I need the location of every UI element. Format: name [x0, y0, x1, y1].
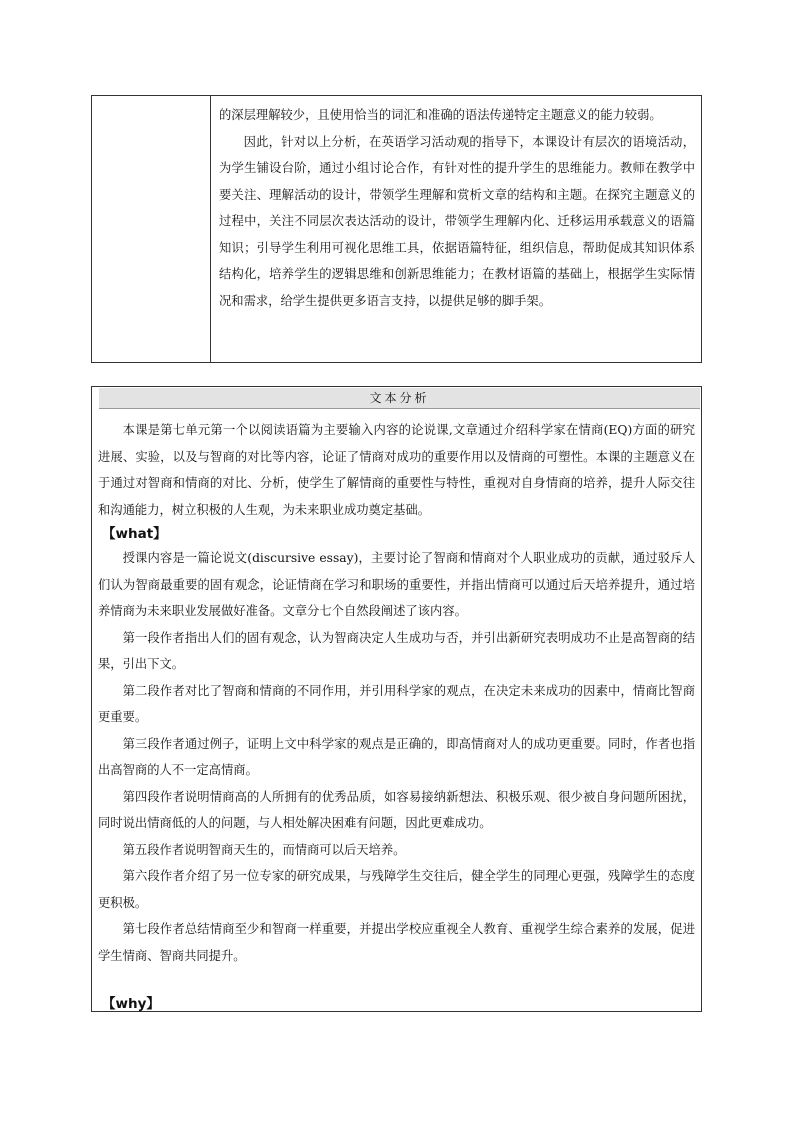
what-paragraph: 授课内容是一篇论说文(discursive essay)，主要讨论了智商和情商对个人职业成功的贡献，通过驳斥人们认为智商最重要的固有观念，论证情商在学习和职场的重要性，并指出情商可以通过后天培养提升，通过培养情商为未来职业发展做好准备。文章分七个自然段阐述了该内容。: [98, 551, 695, 618]
top-table: [91, 95, 702, 363]
text-analysis-body: [98, 417, 695, 1015]
what-paragraph: 第三段作者通过例子，证明上文中科学家的观点是正确的，即高情商对人的成功更重要。同时，作者也指出高智商的人不一定高情商。: [98, 736, 695, 777]
what-paragraph: 第一段作者指出人们的固有观念，认为智商决定人生成功与否，并引出新研究表明成功不止是高智商的结果，引出下文。: [98, 630, 695, 671]
what-paragraph: 第四段作者说明情商高的人所拥有的优秀品质，如容易接纳新想法、积极乐观、很少被自身问题所困扰，同时说出情商低的人的问题，与人相处解决困难有问题，因此更难成功。: [98, 789, 695, 830]
analysis-cell: [219, 102, 695, 314]
what-paragraph: 第二段作者对比了智商和情商的不同作用，并引用科学家的观点，在决定未来成功的因素中，情商比智商更重要。: [98, 683, 695, 724]
what-paragraph: 第六段作者介绍了另一位专家的研究成果，与残障学生交往后，健全学生的同理心更强，残障学生的态度更积极。: [98, 869, 695, 910]
text-analysis-table: [91, 386, 702, 1012]
paragraph-design-rationale: 因此，针对以上分析，在英语学习活动观的指导下，本课设计有层次的语境活动，为学生铺设台阶，通过小组讨论合作，有针对性的提升学生的思维能力。教师在教学中要关注、理解活动的设计，带领学生理解和赏析文章的结构和主题。在探究主题意义的过程中，关注不同层次表达活动的设计，带领学生理解内化、迁移运用承载意义的语篇知识；引导学生利用可视化思维工具，依据语篇特征，组织信息，帮助促成其知识体系结构化，培养学生的逻辑思维和创新思维能力；在教材语篇的基础上，根据学生实际情况和需求，给学生提供更多语言支持，以提供足够的脚手架。: [219, 134, 695, 308]
what-paragraph: 第五段作者说明智商天生的，而情商可以后天培养。: [122, 842, 406, 857]
what-paragraph: 第七段作者总结情商至少和智商一样重要，并提出学校应重视全人教育、重视学生综合素养的发展，促进学生情商、智商共同提升。: [98, 922, 695, 963]
column-divider: [210, 96, 211, 362]
why-label: 【why】: [102, 996, 160, 1012]
paragraph-continued: 的深层理解较少，且使用恰当的词汇和准确的语法传递特定主题意义的能力较弱。: [219, 108, 662, 122]
section-header: 文本分析: [99, 388, 700, 409]
intro-paragraph: 本课是第七单元第一个以阅读语篇为主要输入内容的论说课,文章通过介绍科学家在情商(EQ)方面的研究进展、实验，以及与智商的对比等内容，论证了情商对成功的重要作用以及情商的可塑性。本课的主题意义在于通过对智商和情商的对比、分析，使学生了解情商的重要性与特性，重视对自身情商的培养，提升人际交往和沟通能力，树立积极的人生观，为未来职业成功奠定基础。: [98, 423, 695, 517]
what-label: 【what】: [102, 526, 167, 542]
